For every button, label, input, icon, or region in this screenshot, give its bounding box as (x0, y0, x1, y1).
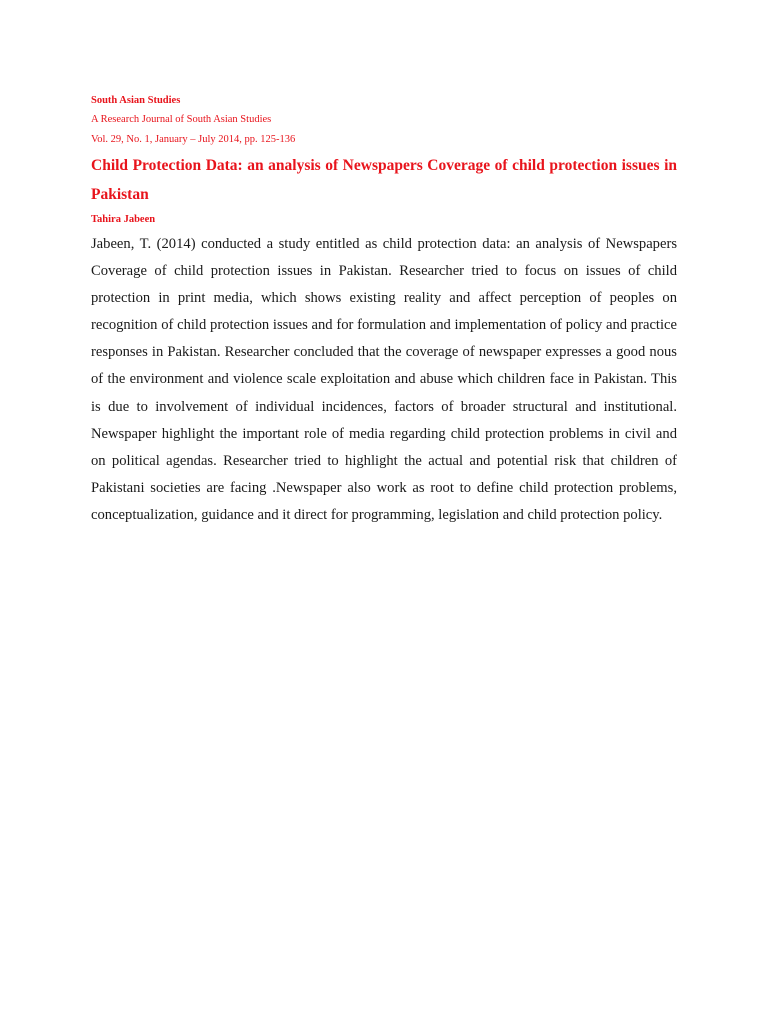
article-body: Jabeen, T. (2014) conducted a study entitled as child protection data: an analysis of Newspapers Coverage of child protection issues in Pakistan. Researcher tried to focus on issues of child protection in print media, which shows existing reality and affect perception of peoples on recognition of child protection issues and for formulation and implementation of policy and practice responses in Pakistan. Researcher concluded that the coverage of newspaper expresses a good nous of the environment and violence scale exploitation and abuse which children face in Pakistan. This is due to involvement of individual incidences, factors of broader structural and institutional. Newspaper highlight the important role of media regarding child protection problems in civil and on political agendas. Researcher tried to highlight the actual and potential risk that children of Pakistani societies are facing .Newspaper also work as root to define child protection problems, conceptualization, guidance and it direct for programming, legislation and child protection policy. (91, 236, 677, 523)
document-page (91, 92, 677, 529)
journal-name: South Asian Studies (91, 95, 181, 106)
journal-subtitle: A Research Journal of South Asian Studies (91, 114, 272, 125)
volume-info: Vol. 29, No. 1, January – July 2014, pp. 125-136 (91, 134, 296, 145)
article-author: Tahira Jabeen (91, 214, 156, 225)
article-title: Child Protection Data: an analysis of Newspapers Coverage of child protection issues in Pakistan (91, 157, 677, 203)
